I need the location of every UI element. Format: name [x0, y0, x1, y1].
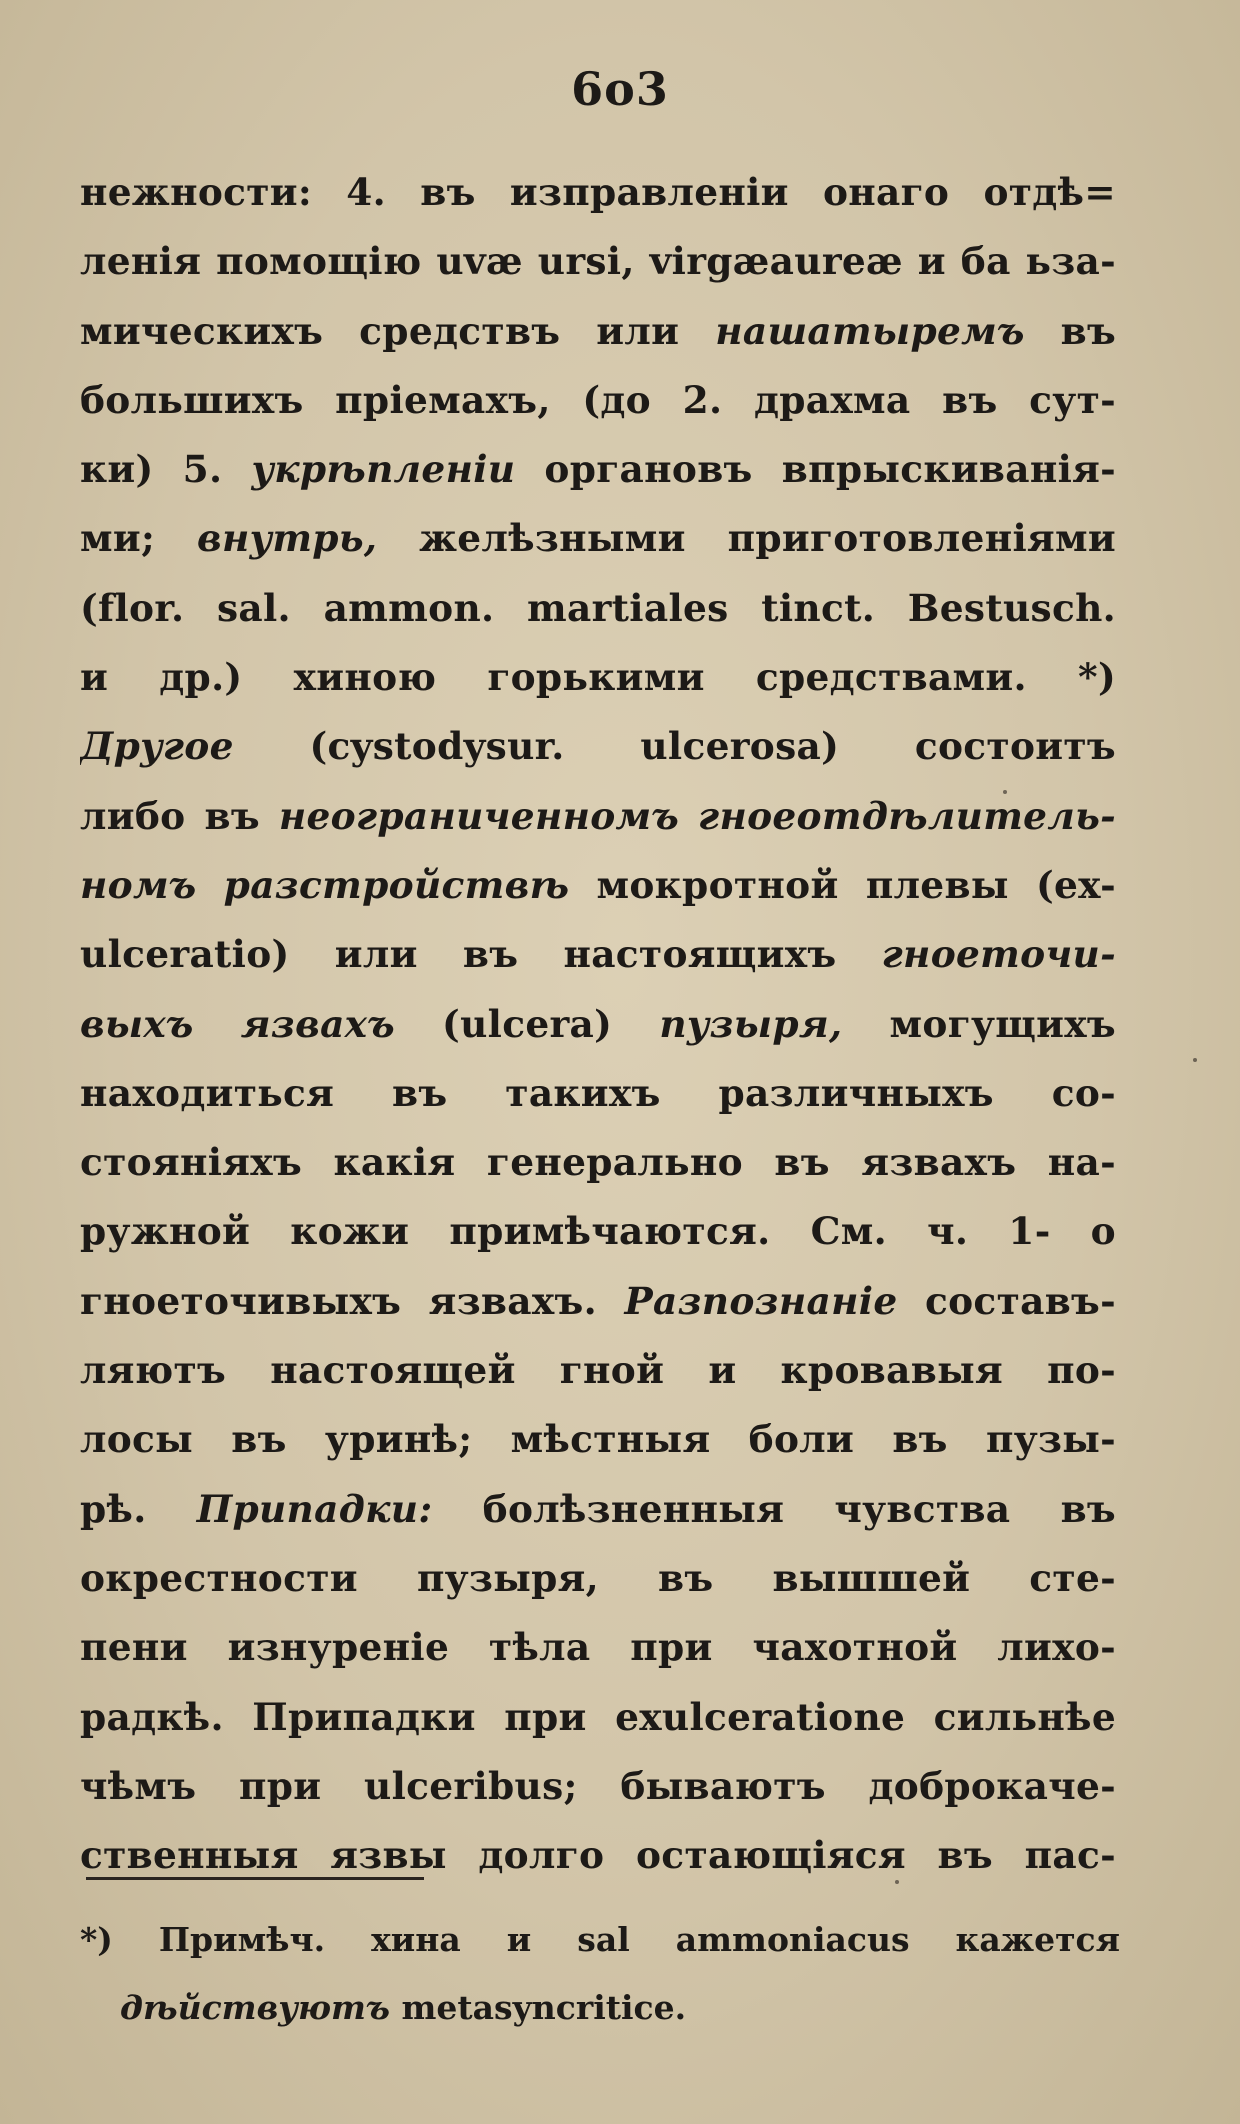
body-text	[80, 158, 1116, 1890]
text-line	[80, 1752, 1116, 1821]
text-run: нежности: 4. въ изправленіи онаго отдѣ=	[80, 170, 1116, 214]
text-line	[80, 1059, 1116, 1128]
italic-text-run: нашатыремъ	[715, 308, 1025, 353]
text-line	[80, 1336, 1116, 1405]
text-line	[80, 1821, 1116, 1890]
text-line	[80, 712, 1116, 781]
text-line	[80, 435, 1116, 504]
text-line	[80, 297, 1116, 366]
text-run: чѣмъ при ulceribus; бываютъ доброкаче-	[80, 1763, 1116, 1808]
text-run: находиться въ такихъ различныхъ со-	[80, 1070, 1116, 1115]
footnote-line	[80, 1906, 1120, 1974]
paper-speck	[1003, 790, 1007, 794]
text-line	[80, 990, 1116, 1059]
paper-speck	[1193, 1058, 1197, 1062]
text-run: окрестности пузыря, въ вышшей сте-	[80, 1555, 1116, 1600]
text-line	[80, 1683, 1116, 1752]
italic-text-run: Другое	[80, 724, 234, 769]
text-line	[80, 643, 1116, 712]
text-line	[80, 1405, 1116, 1474]
text-line	[80, 782, 1116, 851]
text-run: въ	[1024, 308, 1116, 353]
text-line	[80, 158, 1116, 227]
page-number: 6o3	[571, 62, 669, 116]
italic-text-run: гноеточи-	[881, 932, 1116, 977]
text-run: либо въ	[80, 793, 279, 838]
text-line	[80, 1613, 1116, 1682]
text-run: *) Примѣч. хина и sal ammoniacus кажется	[80, 1920, 1120, 1959]
text-run: могущихъ	[842, 1001, 1116, 1046]
text-run: болѣзненныя чувства въ	[432, 1486, 1116, 1531]
text-run: стояніяхъ какія генерально въ язвахъ на-	[80, 1140, 1116, 1185]
text-line	[80, 1475, 1116, 1544]
text-run: ulceratio) или въ настоящихъ	[80, 932, 882, 977]
text-run: (flor. sal. ammon. martiales tinct. Bestusch.	[80, 585, 1116, 630]
text-run: рѣ.	[80, 1486, 197, 1531]
text-run: пени изнуреніе тѣла при чахотной лихо-	[80, 1625, 1116, 1670]
italic-text-run: Припадки:	[196, 1486, 433, 1531]
italic-text-run: выхъ язвахъ	[80, 1001, 395, 1046]
text-run: ми;	[80, 516, 198, 561]
italic-text-run: неограниченномъ гноеотдѣлитель-	[278, 793, 1116, 838]
footnote-separator	[86, 1877, 424, 1880]
text-line	[80, 574, 1116, 643]
text-run: органовъ впрыскиванія-	[515, 447, 1116, 492]
text-run: гноеточивыхъ язвахъ.	[80, 1278, 625, 1323]
italic-text-run: дѣйствуютъ	[120, 1988, 390, 2027]
text-run: большихъ пріемахъ, (до 2. драхма въ сут-	[80, 377, 1116, 422]
text-line	[80, 1128, 1116, 1197]
text-run: ружной кожи примѣчаются. См. ч. 1- о	[80, 1209, 1116, 1254]
text-line	[80, 366, 1116, 435]
text-line	[80, 1267, 1116, 1336]
text-line	[80, 1544, 1116, 1613]
text-run: и др.) хиною горькими средствами. *)	[80, 655, 1116, 700]
text-line	[80, 920, 1116, 989]
text-run: metasyncritice.	[389, 1988, 687, 2027]
text-run: лосы въ уринѣ; мѣстныя боли въ пузы-	[80, 1417, 1116, 1462]
text-run: радкѣ. Припадки при exulceratione сильнѣе	[80, 1694, 1116, 1739]
text-run: составъ-	[897, 1278, 1116, 1323]
footnote-line	[80, 1974, 1120, 2042]
footnote	[80, 1906, 1120, 2042]
italic-text-run: пузыря,	[659, 1001, 843, 1046]
text-line	[80, 504, 1116, 573]
text-run: (cystodysur. ulcerosa) состоитъ	[233, 724, 1116, 769]
text-run: мокротной плевы (ex-	[569, 862, 1116, 907]
text-run: мическихъ средствъ или	[80, 308, 716, 353]
text-run: желѣзными приготовленіями	[377, 516, 1116, 561]
italic-text-run: номъ разстройствѣ	[80, 862, 570, 907]
text-run: ляютъ настоящей гной и кровавыя по-	[80, 1348, 1116, 1393]
text-run: ки) 5.	[80, 447, 252, 492]
text-run: (ulcera)	[394, 1001, 660, 1046]
italic-text-run: укрѣпленіи	[251, 447, 516, 492]
paper-speck	[895, 1880, 899, 1884]
text-line	[80, 227, 1116, 296]
text-run: ленія помощію uvæ ursi, virgæaureæ и ба ьза-	[80, 239, 1116, 284]
text-line	[80, 851, 1116, 920]
italic-text-run: Разпознаніе	[624, 1278, 898, 1323]
text-line	[80, 1197, 1116, 1266]
text-run: ственныя язвы долго остающіяся въ пас-	[80, 1833, 1116, 1878]
italic-text-run: внутрь,	[197, 516, 378, 561]
